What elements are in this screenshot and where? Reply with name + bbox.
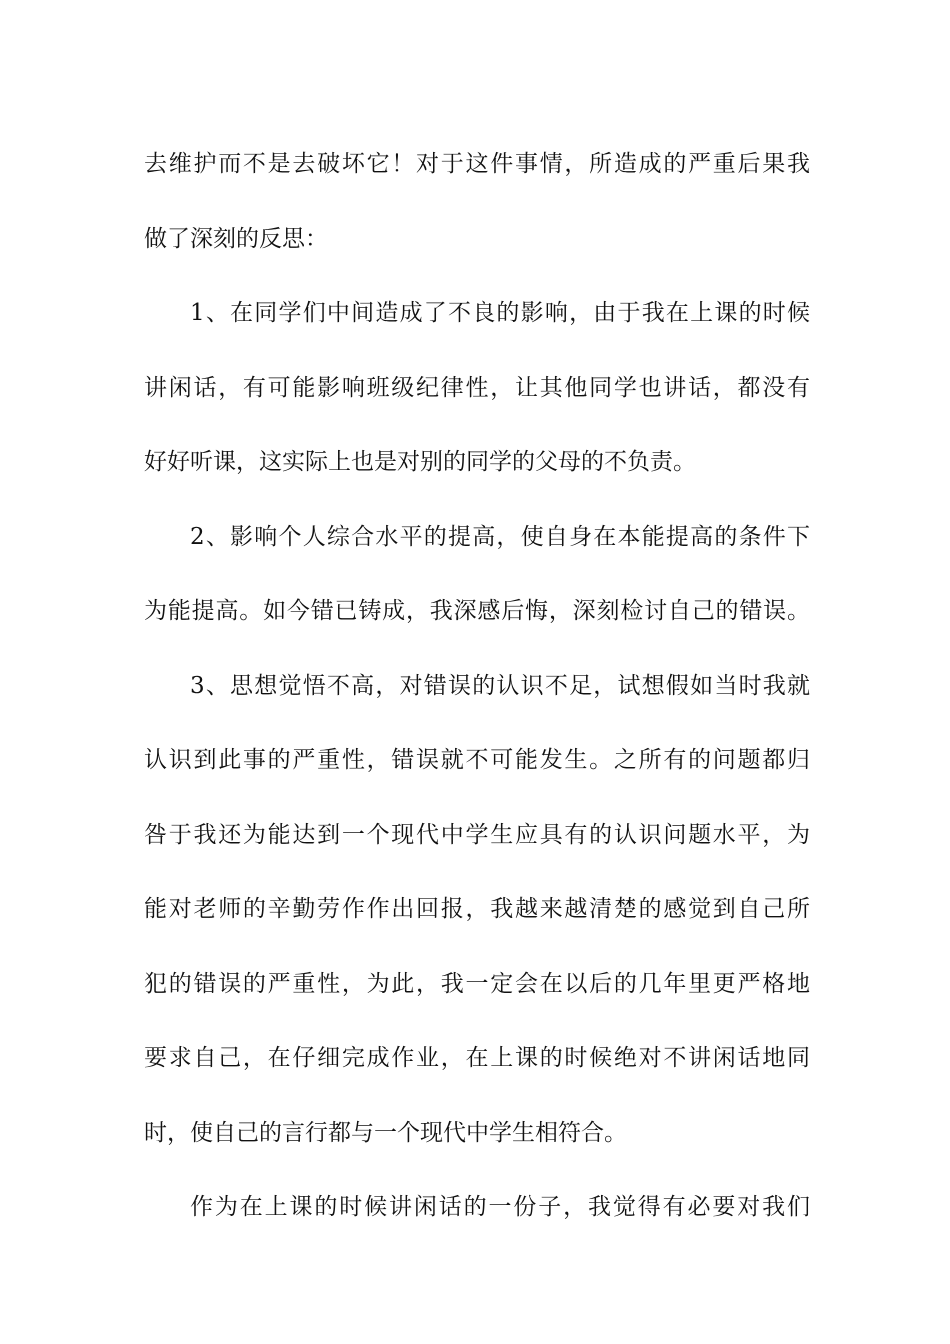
text-line: 3、思想觉悟不高，对错误的认识不足，试想假如当时我就 [190,672,810,699]
text-line: 做了深刻的反思： [144,225,328,252]
text-line: 咎于我还为能达到一个现代中学生应具有的认识问题水平，为 [144,821,810,848]
text-line: 为能提高。如今错已铸成，我深感后悔，深刻检讨自己的错误。 [144,598,810,624]
text-line: 去维护而不是去破坏它！对于这件事情，所造成的严重后果我 [144,151,810,177]
text-line: 讲闲话，有可能影响班级纪律性，让其他同学也讲话，都没有 [144,374,810,401]
document-body [144,127,810,1245]
text-line: 2、影响个人综合水平的提高，使自身在本能提高的条件下 [190,523,810,550]
text-line: 认识到此事的严重性，错误就不可能发生。之所有的问题都归 [144,747,810,773]
text-line: 好好听课，这实际上也是对别的同学的父母的不负责。 [144,449,696,475]
text-line: 时，使自己的言行都与一个现代中学生相符合。 [144,1119,627,1146]
text-line: 作为在上课的时候讲闲话的一份子，我觉得有必要对我们 [190,1194,810,1220]
text-line: 要求自己，在仔细完成作业，在上课的时候绝对不讲闲话地同 [144,1045,810,1071]
text-line: 犯的错误的严重性，为此，我一定会在以后的几年里更严格地 [144,970,810,997]
text-line: 1、在同学们中间造成了不良的影响，由于我在上课的时候 [190,300,810,326]
text-line: 能对老师的辛勤劳作作出回报，我越来越清楚的感觉到自己所 [144,896,810,922]
